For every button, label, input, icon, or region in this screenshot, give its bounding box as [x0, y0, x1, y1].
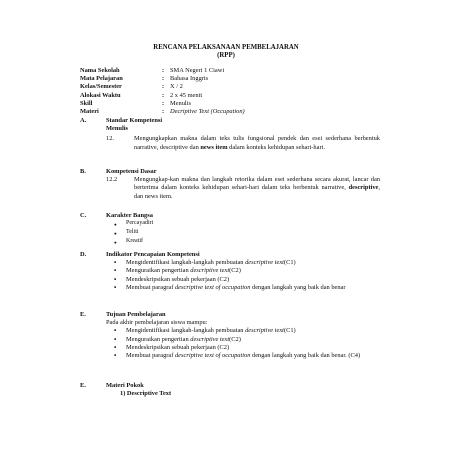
section-title: Materi Pokok — [106, 382, 144, 389]
text-part: , dan news item. — [134, 184, 380, 200]
section-title: Tujuan Pembelajaran — [106, 311, 166, 318]
list-item-text — [126, 327, 380, 335]
text-part-bold: descriptive — [348, 184, 379, 192]
school-info-table — [80, 67, 245, 116]
text-part: (C2) — [229, 267, 241, 275]
section-letter: B. — [80, 168, 86, 175]
text-part: (C1) — [283, 327, 296, 335]
text-part: Mengidentifikasi langkah-langkah pembuatan — [126, 259, 246, 267]
section-title: Standar Kompetensi — [106, 117, 163, 124]
document-subtitle: (RPP) — [217, 52, 235, 59]
info-label: Materi — [80, 107, 99, 115]
info-row-subject — [80, 75, 245, 83]
text-part: Membuat paragraf — [126, 351, 175, 359]
text-part: dengan langkah yang baik dan benar. (C4) — [250, 351, 361, 359]
section-heading — [80, 212, 380, 220]
item-text — [134, 135, 380, 151]
item-text — [134, 176, 380, 201]
info-row-class — [80, 83, 245, 91]
info-value: Decriptive Text (Occupation) — [170, 107, 245, 115]
bullet-icon: ▪ — [114, 275, 117, 283]
list-item — [80, 344, 380, 352]
list-item — [80, 267, 380, 275]
bullet-icon: ▪ — [114, 351, 117, 359]
list-item-text: Teliti — [126, 229, 139, 236]
bullet-icon: ▪ — [114, 327, 117, 335]
section-subheading: Menulis — [106, 125, 129, 133]
section-heading — [80, 168, 380, 176]
info-label: Kelas/Semester — [80, 83, 122, 91]
bullet-icon: ● — [114, 222, 117, 228]
text-part: Mendeskripsikan sebuah pekerjaan (C2) — [126, 343, 230, 351]
document-title: RENCANA PELAKSANAAN PEMBELAJARAN — [153, 44, 299, 51]
section-title: Indikator Pencapaian Kompetensi — [106, 251, 200, 258]
numbered-item — [80, 135, 380, 151]
info-colon: : — [162, 99, 165, 107]
bullet-icon: ▪ — [114, 343, 117, 351]
section-heading — [80, 251, 380, 259]
info-value: X / 2 — [170, 83, 183, 91]
section-indikator — [80, 251, 380, 292]
info-label: Mata Pelajaran — [80, 75, 123, 83]
section-heading — [80, 382, 380, 390]
list-item — [80, 336, 380, 344]
text-part-italic: descriptive text — [245, 259, 284, 267]
info-label: Skill — [80, 99, 93, 107]
section-intro: Pada akhir pembelajaran siswa mampu: — [106, 319, 208, 327]
info-value: 2 x 45 menit — [170, 91, 203, 99]
section-title: Kompetensi Dasar — [106, 168, 157, 175]
info-row-material — [80, 108, 245, 116]
text-part: Mengungkapkan makna dalam teks tulis fungsional pendek dan esei sederhana berbentuk narrative, descriptive dan — [134, 135, 380, 151]
bullet-icon: ● — [114, 231, 117, 237]
text-part: Mendeskripsikan sebuah pekerjaan (C2) — [126, 275, 230, 283]
section-heading — [80, 311, 380, 319]
section-letter: E. — [80, 382, 86, 389]
section-standar-kompetensi — [80, 117, 380, 152]
list-item-text — [126, 267, 380, 275]
section-karakter-bangsa — [80, 212, 380, 247]
list-item-text — [126, 276, 380, 284]
text-part-italic: descriptive text — [190, 267, 230, 275]
info-colon: : — [162, 107, 165, 115]
info-colon: : — [162, 83, 165, 91]
section-letter: D. — [80, 251, 87, 258]
text-part: Mengungkap-kan makna dan langkah retorika dalam esei sederhana secara akurat, lancar dan berterima dalam konteks kehidupan sehari-hari dalam teks berbentuk narrative, — [134, 176, 380, 192]
info-row-time — [80, 92, 245, 100]
section-title: Karakter Bangsa — [106, 212, 153, 219]
list-item-text — [126, 284, 380, 292]
info-colon: : — [162, 67, 165, 74]
text-part-italic: descriptive text of occupation — [174, 283, 251, 291]
list-item-text — [126, 259, 380, 267]
info-row-skill — [80, 100, 245, 108]
list-item-text: Percayadiri — [126, 220, 154, 227]
list-item — [80, 220, 380, 229]
bullet-icon: ▪ — [114, 335, 117, 343]
text-part: Membuat paragraf — [126, 283, 175, 291]
text-part-italic: descriptive text — [245, 327, 284, 335]
text-part: Menguraikan pengertian — [126, 267, 191, 275]
list-item — [80, 259, 380, 267]
section-kompetensi-dasar — [80, 168, 380, 201]
bullet-icon: ● — [114, 240, 117, 246]
text-part: dalam konteks kehidupan sehari-hari. — [227, 143, 325, 151]
section-heading — [80, 117, 380, 125]
info-value: Bahasa Inggris — [170, 75, 209, 83]
bullet-icon: ▪ — [114, 267, 117, 275]
text-part: (C1) — [283, 259, 296, 267]
section-tujuan-pembelajaran — [80, 311, 380, 360]
list-item-text — [126, 344, 380, 352]
text-part: dengan langkah yang baik dan benar — [250, 283, 346, 291]
section-materi-pokok — [80, 382, 380, 398]
list-item-text — [126, 352, 380, 360]
list-item — [80, 284, 380, 292]
info-label: Nama Sekolah — [80, 67, 120, 74]
text-part-bold: news item — [200, 143, 228, 151]
numbered-item — [80, 176, 380, 201]
list-item — [80, 276, 380, 284]
section-letter: E. — [80, 311, 86, 318]
item-number: 12.2 — [106, 176, 118, 184]
text-part-italic: descriptive text of occupation — [174, 351, 251, 359]
text-part-italic: descriptive text — [190, 335, 230, 343]
bullet-icon: ▪ — [114, 259, 117, 267]
text-part: Menguraikan pengertian — [126, 335, 191, 343]
info-value: SMA Negeri 1 Ciawi — [170, 67, 225, 74]
text-part: Mengidentifikasi langkah-langkah pembuatan — [126, 327, 246, 335]
list-item — [80, 238, 380, 247]
list-item — [80, 327, 380, 335]
materi-item: 1) Descriptive Text — [120, 390, 172, 398]
list-item — [80, 352, 380, 360]
section-letter: C. — [80, 212, 87, 219]
list-item-text: Kreatif — [126, 238, 143, 245]
bullet-icon: ▪ — [114, 283, 117, 291]
item-number: 12. — [106, 135, 114, 143]
list-item — [80, 229, 380, 238]
info-value: Menulis — [170, 99, 191, 107]
text-part: (C2) — [229, 335, 241, 343]
info-row-school — [80, 67, 245, 75]
info-colon: : — [162, 91, 165, 99]
info-colon: : — [162, 75, 165, 83]
info-label: Alokasi Waktu — [80, 91, 121, 99]
section-letter: A. — [80, 117, 87, 124]
list-item-text — [126, 336, 380, 344]
